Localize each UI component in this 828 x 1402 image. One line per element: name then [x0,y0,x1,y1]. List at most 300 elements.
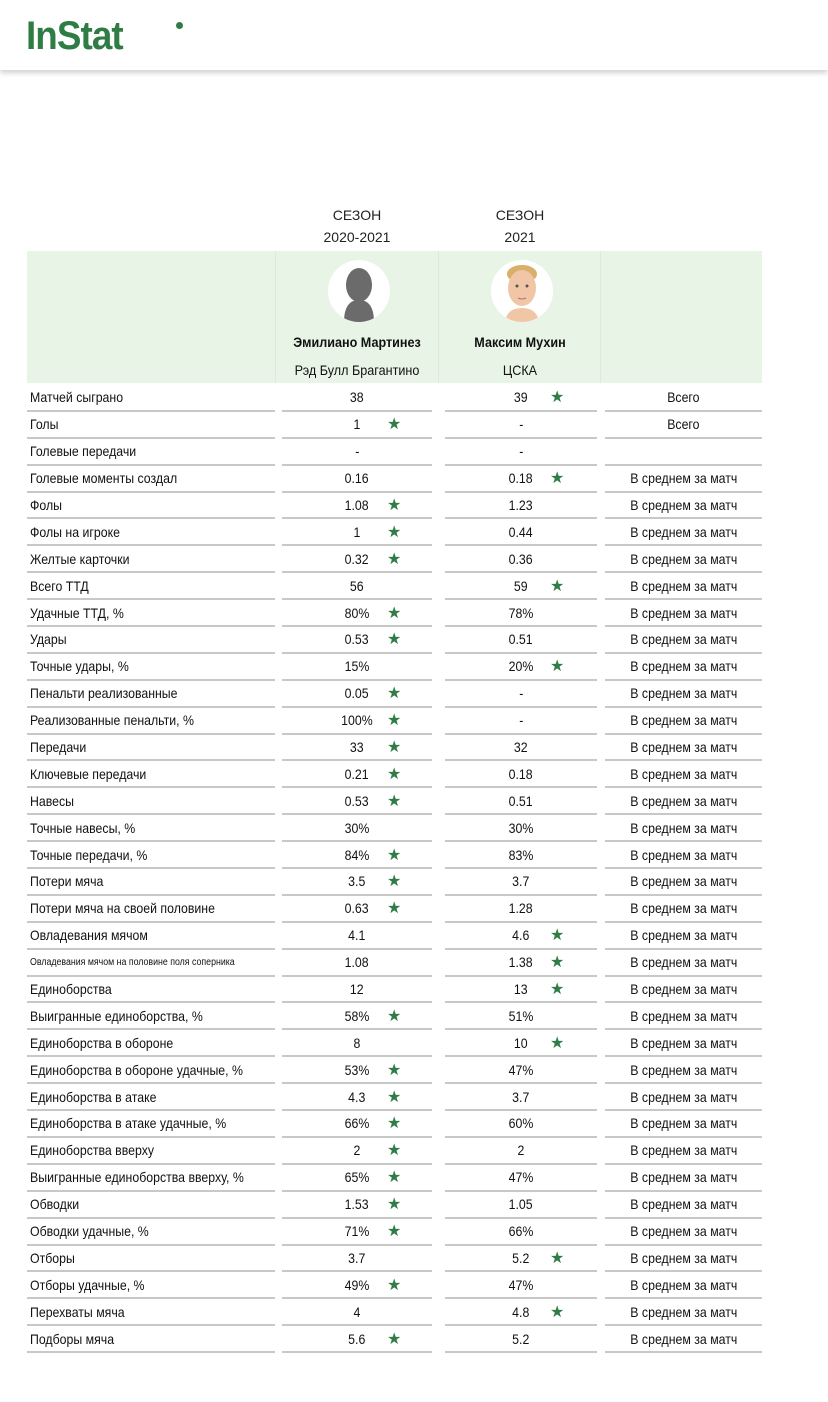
stat-note: В среднем за матч [629,550,738,567]
stat-label-cell [27,1111,275,1138]
stat-note-cell [605,842,762,869]
player-1-value: 1 [353,523,361,540]
player-2-value: 5.2 [512,1330,530,1347]
player-1-value: 12 [350,981,364,998]
stat-label: Точные удары, % [30,658,129,675]
table-row [27,1299,762,1326]
player-2-value: 47% [508,1169,534,1186]
stat-label: Потери мяча [30,873,104,890]
star-icon: ★ [387,1061,402,1079]
player-2-value: 3.7 [512,1088,530,1105]
stat-label: Удары [30,631,67,648]
stat-label: Отборы [30,1249,75,1266]
stat-note: В среднем за матч [629,1169,738,1186]
player-2-value-cell [445,493,597,520]
stat-label: Точные передачи, % [30,846,148,863]
stat-note-cell [605,1246,762,1273]
player-2-value-cell [445,466,597,493]
player-1-value: 4.3 [348,1088,366,1105]
table-row [27,1165,762,1192]
table-row [27,1084,762,1111]
star-icon: ★ [550,954,565,972]
player-2-value: 1.28 [509,900,533,917]
star-icon: ★ [387,1196,402,1214]
player-2-value-cell [445,385,597,412]
stat-label-cell [27,950,275,977]
star-icon: ★ [387,765,402,783]
stat-note: В среднем за матч [629,658,738,675]
stats-table [27,385,762,1353]
player-2-value-cell [445,1272,597,1299]
player-1-value: 0.53 [345,792,369,809]
player-1-value-cell [282,1030,432,1057]
stat-note: В среднем за матч [629,765,738,782]
player-1-value-cell [282,815,432,842]
stat-note-cell [605,869,762,896]
star-icon: ★ [387,1276,402,1294]
player-1-value: 33 [350,739,364,756]
player-1-value-cell [282,1111,432,1138]
player-2-value-cell [445,1030,597,1057]
stat-label-cell [27,546,275,573]
stat-label: Точные навесы, % [30,819,136,836]
player-2-value: 32 [514,739,528,756]
stat-label-cell [27,385,275,412]
stat-note-cell [605,1084,762,1111]
player-2-value-cell [445,654,597,681]
stat-note-cell [605,950,762,977]
stat-label: Фолы на игроке [30,523,120,540]
stat-label-cell [27,681,275,708]
player-2-value-cell [445,1192,597,1219]
player-1-value: 5.6 [348,1330,366,1347]
table-row [27,573,762,600]
player-1-value-cell [282,1057,432,1084]
player-1-value-cell [282,1138,432,1165]
stat-note: В среднем за матч [629,792,738,809]
player-1-value-cell [282,1272,432,1299]
player-1-value: 30% [344,819,370,836]
stat-label: Отборы удачные, % [30,1276,145,1293]
stat-label: Обводки [30,1196,80,1213]
stat-label: Передачи [30,739,87,756]
table-row [27,493,762,520]
stat-note: В среднем за матч [629,819,738,836]
star-icon: ★ [387,523,402,541]
player-1-value-cell [282,412,432,439]
stat-note: В среднем за матч [629,712,738,729]
player-1-value: 15% [344,658,370,675]
star-icon: ★ [387,1088,402,1106]
player-1-value-cell [282,654,432,681]
player-1-value: 3.5 [348,873,366,890]
player-2-value-cell [445,1299,597,1326]
stat-label-cell [27,573,275,600]
player-2-value: 2 [517,1142,525,1159]
stat-note-cell [605,439,762,466]
stat-note: В среднем за матч [629,1142,738,1159]
star-icon: ★ [387,1169,402,1187]
player-2-value: 3.7 [512,873,530,890]
stat-label-cell [27,788,275,815]
player-1-value-cell [282,681,432,708]
stat-note-cell [605,788,762,815]
star-icon: ★ [387,550,402,568]
player-1-value-cell [282,869,432,896]
star-icon: ★ [387,685,402,703]
stat-label-cell [27,519,275,546]
stat-label-cell [27,654,275,681]
stat-label: Овладевания мячом на половине поля соперника [30,956,235,968]
stat-label: Реализованные пенальти, % [30,712,194,729]
star-icon: ★ [550,389,565,407]
player-1-value: 8 [353,1034,361,1051]
player-2-avatar [491,260,553,322]
logo-dot [176,22,183,29]
table-row [27,923,762,950]
table-row [27,466,762,493]
player-1-value: 65% [344,1169,370,1186]
player-2-value-cell [445,519,597,546]
stat-note-cell [605,1272,762,1299]
player-1-value-cell [282,1299,432,1326]
player-1-value: 0.63 [345,900,369,917]
stat-note-cell [605,977,762,1004]
stat-note: В среднем за матч [629,1034,738,1051]
player-1-value: 4 [353,1303,361,1320]
player-2-value-cell [445,842,597,869]
stat-label-cell [27,815,275,842]
player-2-value: 39 [514,389,528,406]
player-2-value-cell [445,708,597,735]
stat-label: Единоборства в атаке удачные, % [30,1115,227,1132]
stat-note: В среднем за матч [629,1249,738,1266]
star-icon: ★ [387,846,402,864]
stat-note-cell [605,735,762,762]
stat-note-cell [605,681,762,708]
stat-note-cell [605,1111,762,1138]
star-icon: ★ [550,1249,565,1267]
player-2-value-cell [445,788,597,815]
player-1-value-cell [282,896,432,923]
stat-label-cell [27,896,275,923]
table-row [27,950,762,977]
player-2-value-cell [445,439,597,466]
stat-label: Фолы [30,497,62,513]
table-row [27,519,762,546]
player-1-value-cell [282,1246,432,1273]
player-1-value-cell [282,627,432,654]
table-row [27,708,762,735]
stat-label-cell [27,761,275,788]
stat-label-cell [27,627,275,654]
stat-label-cell [27,735,275,762]
table-row [27,1030,762,1057]
table-row [27,842,762,869]
stat-label: Единоборства [30,981,112,998]
stat-label: Единоборства в обороне [30,1034,174,1051]
player-2-value: 0.44 [509,523,533,540]
stat-note: В среднем за матч [629,954,738,971]
player-2-team[interactable]: ЦСКА [502,362,538,378]
stat-label: Овладевания мячом [30,927,148,944]
stat-label-cell [27,600,275,627]
stat-note: В среднем за матч [629,873,738,890]
player-2-value: 30% [508,819,534,836]
player-2-value: 5.2 [512,1249,530,1266]
player-2-value-cell [445,681,597,708]
player-2-value-cell [445,1219,597,1246]
table-row [27,1111,762,1138]
player-1-value-cell [282,1192,432,1219]
player-1-value: 58% [344,1007,370,1024]
player-2-value: 20% [508,658,534,675]
stat-note-cell [605,1192,762,1219]
stat-note-cell [605,815,762,842]
instat-logo[interactable]: InStat [26,14,123,58]
stat-label-cell [27,412,275,439]
star-icon: ★ [387,712,402,730]
stat-note: Всего [667,416,700,433]
stat-label: Всего ТТД [30,577,89,594]
player-1-value: 0.21 [345,765,369,782]
player-2-value: 0.51 [509,631,533,648]
player-1-value-cell [282,493,432,520]
stat-label-cell [27,1219,275,1246]
table-row [27,761,762,788]
player-1-value: 0.05 [345,685,369,702]
table-row [27,546,762,573]
player-1-value: 49% [344,1276,370,1293]
player-2-value-cell [445,735,597,762]
divider [275,251,276,383]
player-2-value-cell [445,1246,597,1273]
player-1-value-cell [282,439,432,466]
player-1-value: 0.16 [345,470,369,487]
stat-note-cell [605,761,762,788]
star-icon: ★ [550,981,565,999]
player-1-value: 38 [350,389,364,406]
stat-note-cell [605,1326,762,1353]
player-2-value: - [518,416,524,433]
table-row [27,412,762,439]
stat-note-cell [605,493,762,520]
stat-label-cell [27,1299,275,1326]
player-1-value-cell [282,761,432,788]
player-2-value-cell [445,412,597,439]
player-2-value: 47% [508,1061,534,1078]
stat-note: В среднем за матч [629,1061,738,1078]
player-1-value-cell [282,1219,432,1246]
stat-note-cell [605,1057,762,1084]
player-1-name[interactable]: Эмилиано Мартинез [293,334,421,350]
table-row [27,788,762,815]
star-icon: ★ [387,739,402,757]
table-row [27,1326,762,1353]
table-row [27,735,762,762]
stat-label-cell [27,1003,275,1030]
player-1-value: 4.1 [348,927,366,944]
stat-label: Голевые передачи [30,443,137,460]
season-value: 2021 [504,229,536,245]
table-row [27,977,762,1004]
player-2-value: 51% [508,1007,534,1024]
star-icon: ★ [387,1142,402,1160]
player-2-value: 78% [508,604,534,621]
player-2-value-cell [445,977,597,1004]
stat-label: Голевые моменты создал [30,470,178,487]
stat-note-cell [605,573,762,600]
player-1-value: 66% [344,1115,370,1132]
player-2-value-cell [445,1084,597,1111]
table-row [27,654,762,681]
player-2-value-cell [445,950,597,977]
header-bar [0,0,828,70]
player-1-value: 1 [353,416,361,433]
stat-label-cell [27,1192,275,1219]
divider [438,251,439,383]
stat-label-cell [27,1057,275,1084]
player-1-value-cell [282,546,432,573]
stat-note-cell [605,600,762,627]
star-icon: ★ [387,900,402,918]
table-row [27,1192,762,1219]
player-1-value: 1.08 [345,954,369,971]
stat-label-cell [27,1272,275,1299]
player-2-value: 0.18 [509,765,533,782]
stat-label: Подборы мяча [30,1330,115,1347]
player-1-value: 80% [344,604,370,621]
star-icon: ★ [387,1115,402,1133]
stat-note: В среднем за матч [629,1276,738,1293]
player-1-team[interactable]: Рэд Булл Брагантино [294,362,420,378]
stat-label: Единоборства в атаке [30,1088,157,1105]
player-1-value: 53% [344,1061,370,1078]
player-1-value-cell [282,1003,432,1030]
season-label: СЕЗОН [495,207,545,223]
stat-label: Голы [30,416,59,433]
player-2-value-cell [445,923,597,950]
player-1-value-cell [282,573,432,600]
stat-note: В среднем за матч [629,577,738,594]
stat-note-cell [605,896,762,923]
star-icon: ★ [550,577,565,595]
player-1-value-cell [282,466,432,493]
stat-label: Пенальти реализованные [30,685,178,702]
table-row [27,1057,762,1084]
player-1-value: 0.53 [345,631,369,648]
player-1-value-cell [282,1326,432,1353]
player-1-value-cell [282,977,432,1004]
player-1-avatar [328,260,390,322]
player-1-value: - [354,443,360,460]
player-2-value-cell [445,546,597,573]
player-2-value-cell [445,761,597,788]
stat-note: В среднем за матч [629,846,738,863]
player-1-value-cell [282,385,432,412]
player-2-value: 1.38 [509,954,533,971]
stat-note-cell [605,519,762,546]
star-icon: ★ [387,1007,402,1025]
player-2-value: 66% [508,1223,534,1240]
player-1-value: 71% [344,1223,370,1240]
player-2-value: 0.51 [509,792,533,809]
player-1-value: 100% [341,712,373,729]
star-icon: ★ [550,470,565,488]
player-1-value-cell [282,519,432,546]
stat-note-cell [605,412,762,439]
table-row [27,385,762,412]
player-2-value: 0.18 [509,470,533,487]
table-row [27,1138,762,1165]
stat-note: В среднем за матч [629,1330,738,1347]
player-2-value: - [518,443,524,460]
stat-note: В среднем за матч [629,470,738,487]
stat-label-cell [27,1165,275,1192]
player-1-value: 1.53 [345,1196,369,1213]
player-2-value: 13 [514,981,528,998]
player-2-value: - [518,685,524,702]
player-1-value-cell [282,1084,432,1111]
stat-note: В среднем за матч [629,927,738,944]
star-icon: ★ [387,1330,402,1348]
table-row [27,896,762,923]
stat-note-cell [605,654,762,681]
stat-note-cell [605,1138,762,1165]
stat-note: В среднем за матч [629,1088,738,1105]
stat-note-cell [605,466,762,493]
stat-label-cell [27,1030,275,1057]
stat-note-cell [605,627,762,654]
player-2-value-cell [445,1326,597,1353]
player-2-value-cell [445,600,597,627]
stat-note: Всего [667,389,700,406]
stat-note: В среднем за матч [629,739,738,756]
player-1-value: 2 [353,1142,361,1159]
table-row [27,815,762,842]
stat-note: В среднем за матч [629,523,738,540]
table-row [27,439,762,466]
star-icon: ★ [550,1303,565,1321]
player-2-value-cell [445,1165,597,1192]
stat-note-cell [605,1165,762,1192]
star-icon: ★ [387,604,402,622]
player-1-value: 84% [344,846,370,863]
stat-label-cell [27,977,275,1004]
stat-label: Ключевые передачи [30,765,147,782]
player-1-value: 56 [350,577,364,594]
player-2-value: 59 [514,577,528,594]
player-2-value: 83% [508,846,534,863]
player-1-value-cell [282,1165,432,1192]
table-row [27,1003,762,1030]
stat-label: Единоборства в обороне удачные, % [30,1061,243,1078]
stat-label: Потери мяча на своей половине [30,900,215,917]
stat-note-cell [605,546,762,573]
player-1-value-cell [282,600,432,627]
stat-label-cell [27,842,275,869]
season-player-2 [445,204,595,248]
star-icon: ★ [550,927,565,945]
player-2-value: 10 [514,1034,528,1051]
player-2-value: 1.05 [509,1196,533,1213]
player-2-name[interactable]: Максим Мухин [474,334,566,350]
stat-label-cell [27,923,275,950]
stat-note: В среднем за матч [629,900,738,917]
stat-note-cell [605,385,762,412]
stat-label-cell [27,869,275,896]
player-2-value: 47% [508,1276,534,1293]
